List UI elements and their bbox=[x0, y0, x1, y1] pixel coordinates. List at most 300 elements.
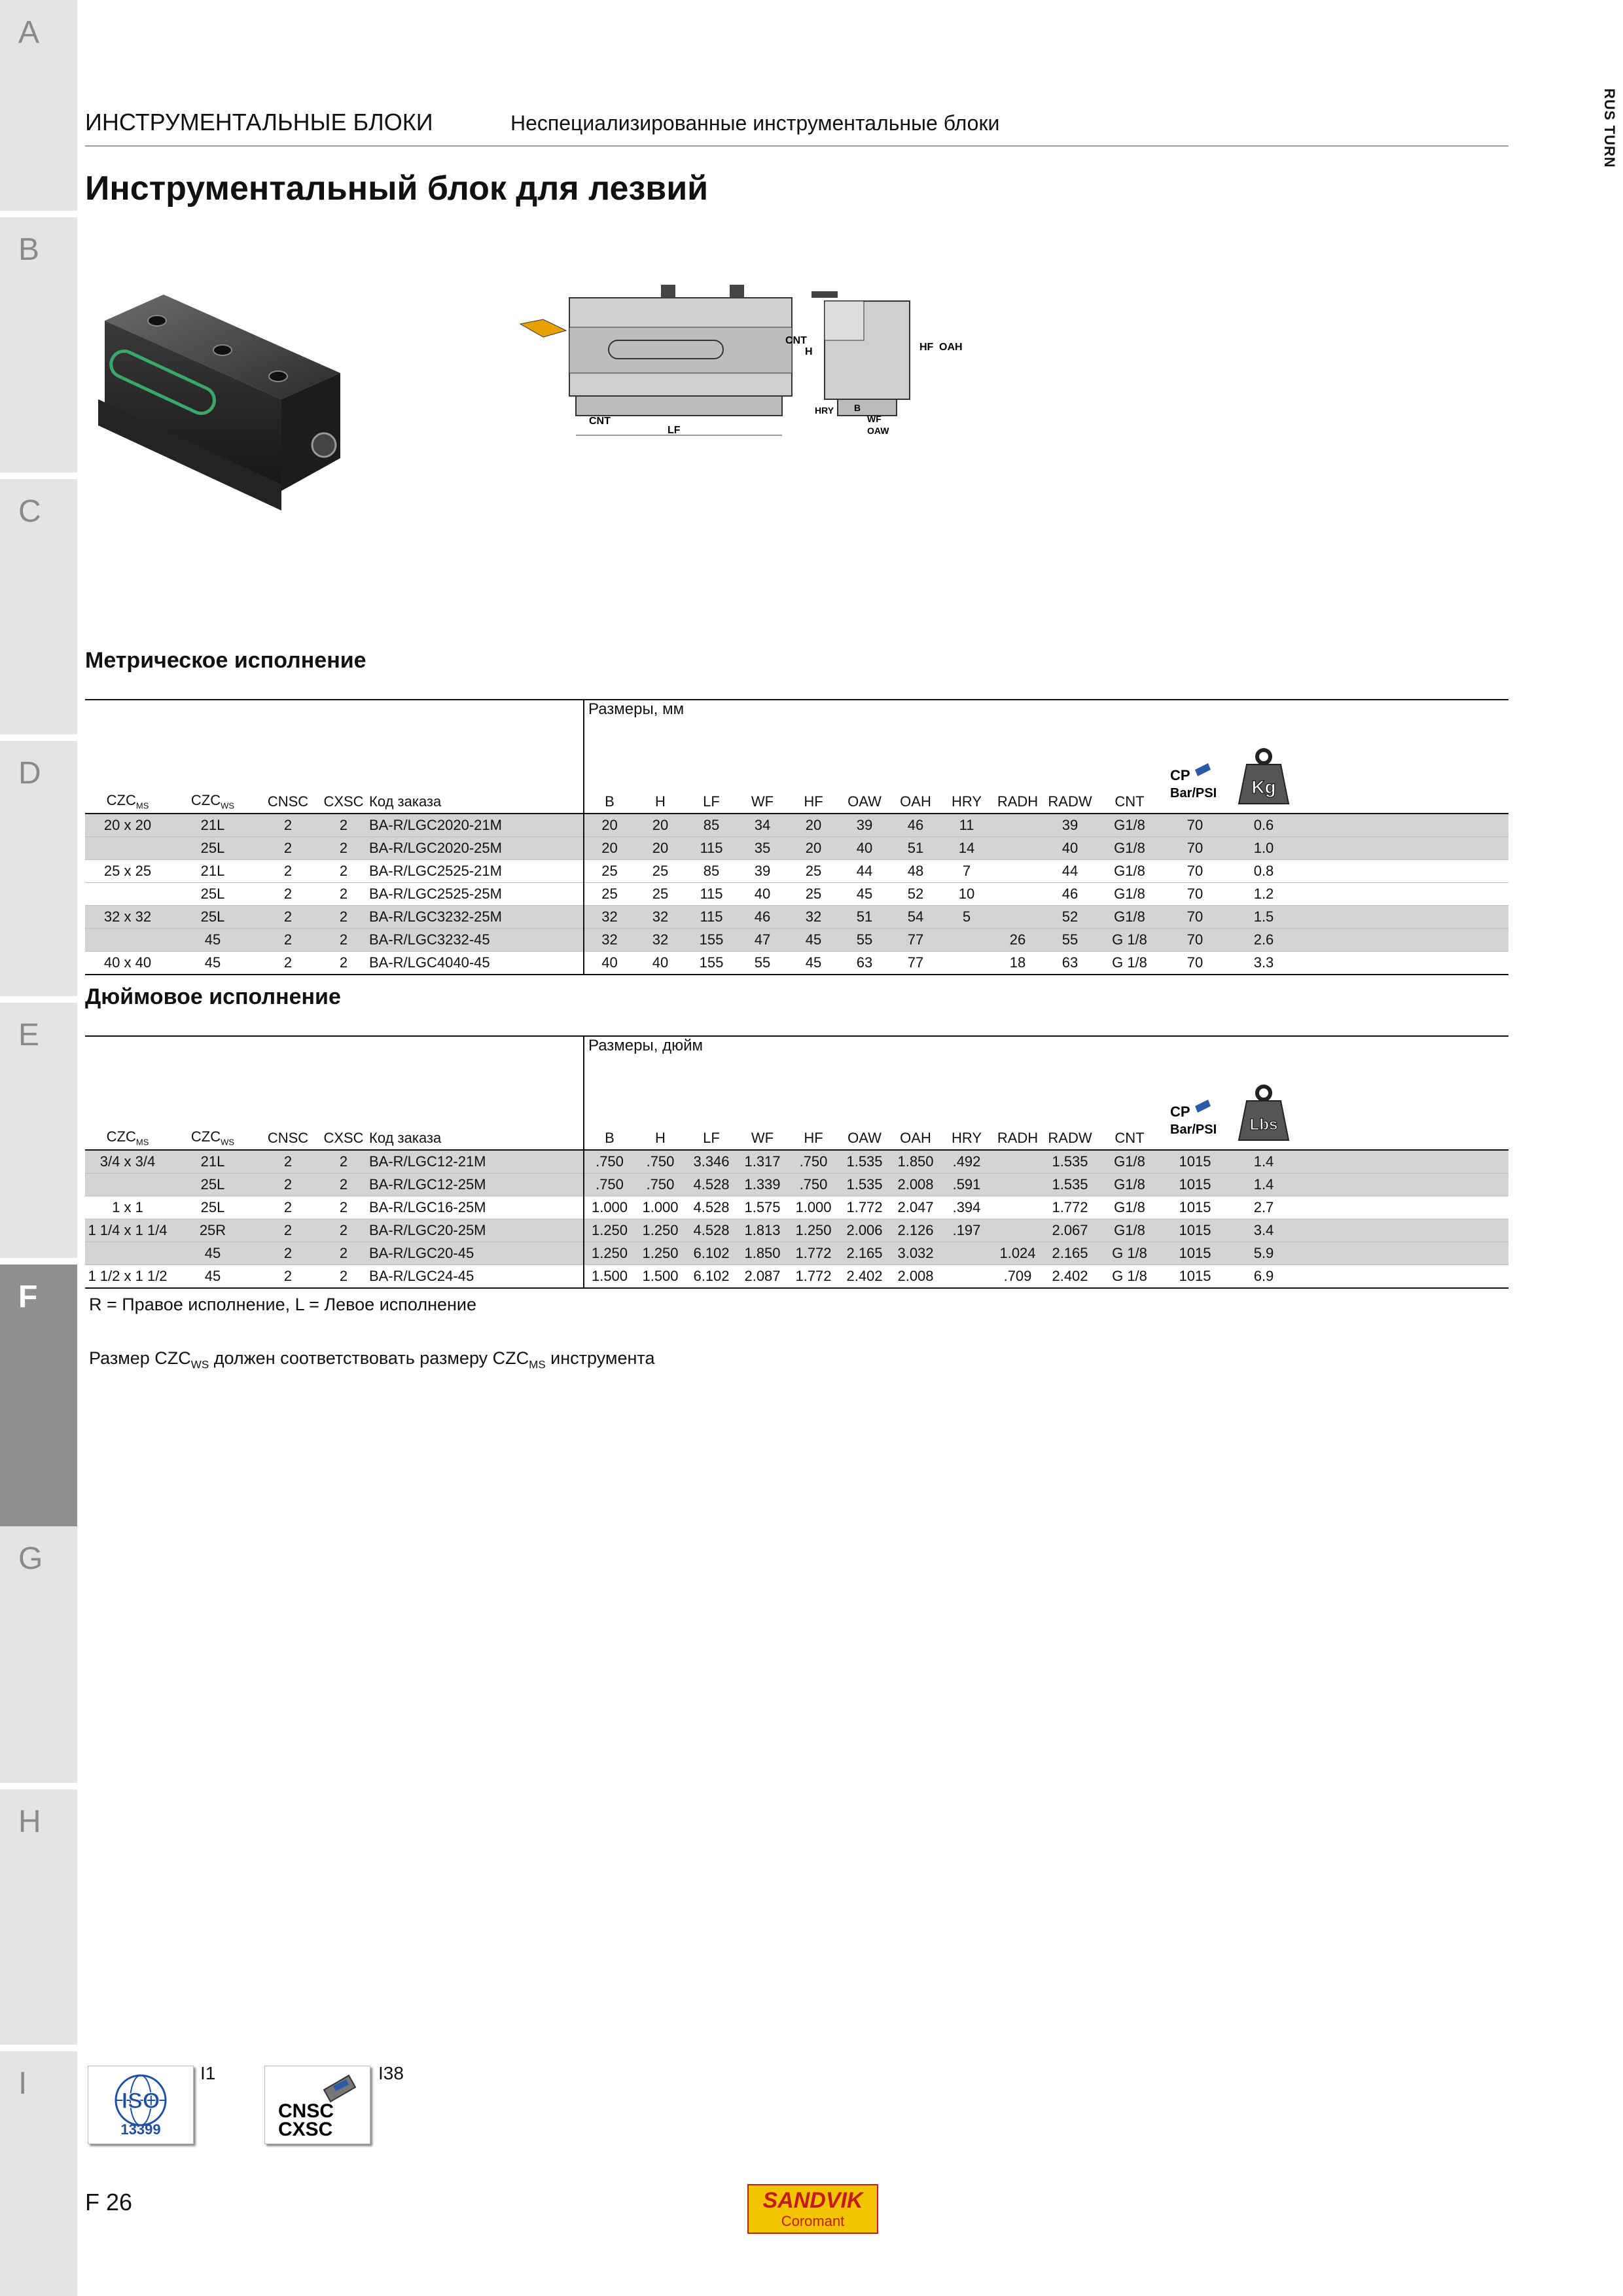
sidebar-tab-a[interactable] bbox=[0, 0, 77, 211]
col-radh: RADH bbox=[992, 738, 1043, 814]
tab-letter: D bbox=[18, 756, 41, 791]
col-order-code: Код заказа bbox=[366, 1075, 584, 1150]
table-cell: 70 bbox=[1162, 952, 1228, 975]
table-cell: 25 bbox=[635, 860, 686, 883]
col-czc-ws: $CZC_{WS}$ bbox=[170, 738, 255, 814]
table-cell bbox=[992, 1174, 1043, 1196]
table-cell: BA-R/LGC4040-45 bbox=[366, 952, 584, 975]
table-cell: 1.535 bbox=[839, 1174, 890, 1196]
table-cell: 47 bbox=[737, 929, 788, 952]
tab-letter: C bbox=[18, 494, 41, 529]
table-cell: 20 x 20 bbox=[85, 814, 170, 837]
table-cell: BA-R/LGC2020-21M bbox=[366, 814, 584, 837]
col-oaw: OAW bbox=[839, 1075, 890, 1150]
table-cell: 2.006 bbox=[839, 1219, 890, 1242]
sidebar-tab-g[interactable] bbox=[0, 1526, 77, 1783]
table-cell bbox=[941, 1242, 992, 1265]
table-cell: 4.528 bbox=[686, 1174, 737, 1196]
table-cell bbox=[941, 929, 992, 952]
table-cell: 18 bbox=[992, 952, 1043, 975]
table-cell: 40 bbox=[1043, 837, 1097, 860]
table-cell: 70 bbox=[1162, 860, 1228, 883]
col-wf: WF bbox=[737, 1075, 788, 1150]
table-cell: 1015 bbox=[1162, 1242, 1228, 1265]
table-cell: 70 bbox=[1162, 906, 1228, 929]
table-cell: 25R bbox=[170, 1219, 255, 1242]
table-row bbox=[85, 883, 1508, 906]
table-cell: 32 bbox=[635, 906, 686, 929]
table-cell: 1.000 bbox=[788, 1196, 839, 1219]
table-cell: 1.772 bbox=[839, 1196, 890, 1219]
table-cell: .394 bbox=[941, 1196, 992, 1219]
table-cell: 3.3 bbox=[1228, 952, 1300, 975]
table-cell: .750 bbox=[788, 1150, 839, 1174]
sidebar-tab-i[interactable] bbox=[0, 2051, 77, 2296]
table-cell bbox=[992, 814, 1043, 837]
table-cell: 25L bbox=[170, 883, 255, 906]
table-cell bbox=[85, 1174, 170, 1196]
table-cell: 54 bbox=[890, 906, 941, 929]
sidebar-tab-e[interactable] bbox=[0, 1003, 77, 1258]
table-cell: 3/4 x 3/4 bbox=[85, 1150, 170, 1174]
svg-text:Bar/PSI: Bar/PSI bbox=[1170, 1122, 1217, 1137]
table-cell: 48 bbox=[890, 860, 941, 883]
table-cell: 77 bbox=[890, 929, 941, 952]
table-cell: G 1/8 bbox=[1097, 929, 1162, 952]
sandvik-logo: SANDVIK Coromant bbox=[747, 2184, 878, 2234]
table-cell: 1015 bbox=[1162, 1219, 1228, 1242]
tab-letter: E bbox=[18, 1018, 40, 1052]
table-cell: 1.024 bbox=[992, 1242, 1043, 1265]
tab-letter: A bbox=[18, 15, 40, 50]
table-cell: 2 bbox=[321, 860, 366, 883]
col-hf: HF bbox=[788, 738, 839, 814]
table-cell: 52 bbox=[890, 883, 941, 906]
cnsc-page-ref[interactable]: I38 bbox=[378, 2063, 404, 2083]
table-cell: 52 bbox=[1043, 906, 1097, 929]
table-cell: 1.339 bbox=[737, 1174, 788, 1196]
col-oah: OAH bbox=[890, 738, 941, 814]
table-cell: 4.528 bbox=[686, 1196, 737, 1219]
table-cell: BA-R/LGC3232-45 bbox=[366, 929, 584, 952]
table-top-row bbox=[85, 1036, 1508, 1075]
table-row bbox=[85, 952, 1508, 975]
table-cell: 39 bbox=[1043, 814, 1097, 837]
table-cell: 2 bbox=[255, 1242, 321, 1265]
col-oaw: OAW bbox=[839, 738, 890, 814]
technical-drawing bbox=[510, 275, 1008, 445]
table-cell: 2.7 bbox=[1228, 1196, 1300, 1219]
col-czc-ms: $CZC_{MS}$ bbox=[85, 1075, 170, 1150]
col-cxsc: CXSC bbox=[321, 1075, 366, 1150]
table-cell: 39 bbox=[839, 814, 890, 837]
table-cell: .750 bbox=[584, 1174, 635, 1196]
label-lf: LF bbox=[668, 425, 681, 436]
table-cell: BA-R/LGC16-25M bbox=[366, 1196, 584, 1219]
table-cell: 39 bbox=[737, 860, 788, 883]
table-cell: BA-R/LGC12-21M bbox=[366, 1150, 584, 1174]
table-cell: 45 bbox=[788, 952, 839, 975]
sidebar-tab-b[interactable] bbox=[0, 217, 77, 473]
table-cell: 1.500 bbox=[635, 1265, 686, 1289]
table-cell bbox=[85, 1242, 170, 1265]
table-cell: 20 bbox=[584, 814, 635, 837]
table-cell: 2 bbox=[321, 952, 366, 975]
table-row bbox=[85, 814, 1508, 837]
table-cell: G1/8 bbox=[1097, 814, 1162, 837]
sidebar bbox=[0, 0, 77, 2296]
table-cell: 115 bbox=[686, 837, 737, 860]
table-cell: 1 1/4 x 1 1/4 bbox=[85, 1219, 170, 1242]
svg-text:Bar/PSI: Bar/PSI bbox=[1170, 786, 1217, 800]
table-cell: 2.008 bbox=[890, 1265, 941, 1289]
sidebar-tab-f[interactable] bbox=[0, 1265, 77, 1526]
sizes-label: Размеры, мм bbox=[584, 700, 1508, 738]
table-cell: 2.126 bbox=[890, 1219, 941, 1242]
table-cell: 14 bbox=[941, 837, 992, 860]
table-cell: 34 bbox=[737, 814, 788, 837]
table-cell: 1.500 bbox=[584, 1265, 635, 1289]
table-cell: 1.000 bbox=[635, 1196, 686, 1219]
table-cell: 0.6 bbox=[1228, 814, 1300, 837]
table-header bbox=[85, 738, 1508, 814]
table-cell: 25 x 25 bbox=[85, 860, 170, 883]
table-cell: 4.528 bbox=[686, 1219, 737, 1242]
table-cell: 115 bbox=[686, 883, 737, 906]
table-cell: 25 bbox=[584, 860, 635, 883]
table-cell: 115 bbox=[686, 906, 737, 929]
table-cell: .591 bbox=[941, 1174, 992, 1196]
table-cell: 1.000 bbox=[584, 1196, 635, 1219]
table-cell: 20 bbox=[788, 814, 839, 837]
table-cell: BA-R/LGC2020-25M bbox=[366, 837, 584, 860]
svg-text:CXSC: CXSC bbox=[278, 2119, 333, 2140]
table-cell: 1015 bbox=[1162, 1174, 1228, 1196]
table-cell: .197 bbox=[941, 1219, 992, 1242]
table-cell: 2.402 bbox=[839, 1265, 890, 1289]
inch-title: Дюймовое исполнение bbox=[85, 984, 341, 1009]
tool-block-photo bbox=[92, 295, 366, 517]
metric-table bbox=[85, 699, 1508, 975]
table-cell: 2 bbox=[255, 929, 321, 952]
table-cell: 2 bbox=[321, 883, 366, 906]
table-cell: 2 bbox=[321, 1150, 366, 1174]
table-cell bbox=[992, 837, 1043, 860]
table-cell: 26 bbox=[992, 929, 1043, 952]
table-cell: 2 bbox=[321, 814, 366, 837]
table-cell: .492 bbox=[941, 1150, 992, 1174]
table-cell: .750 bbox=[584, 1150, 635, 1174]
col-weight bbox=[1228, 1075, 1300, 1150]
weight-lbs-icon bbox=[1238, 1084, 1290, 1143]
table-cell: 32 bbox=[584, 906, 635, 929]
table-cell: 2 bbox=[321, 929, 366, 952]
table-cell: 1.772 bbox=[788, 1242, 839, 1265]
table-cell: 2 bbox=[321, 1219, 366, 1242]
label-cnt-top: CNT bbox=[785, 335, 807, 346]
metric-title: Метрическое исполнение bbox=[85, 648, 366, 673]
table-cell: 3.346 bbox=[686, 1150, 737, 1174]
table-cell: 1015 bbox=[1162, 1150, 1228, 1174]
table-cell: 2 bbox=[321, 906, 366, 929]
table-cell: 51 bbox=[890, 837, 941, 860]
table-cell: BA-R/LGC20-25M bbox=[366, 1219, 584, 1242]
table-cell: G 1/8 bbox=[1097, 952, 1162, 975]
col-cxsc: CXSC bbox=[321, 738, 366, 814]
col-czc-ms: $CZC_{MS}$ bbox=[85, 738, 170, 814]
coolant-pressure-icon bbox=[1169, 1097, 1221, 1143]
col-hf: HF bbox=[788, 1075, 839, 1150]
col-order-code: Код заказа bbox=[366, 738, 584, 814]
table-cell: 25L bbox=[170, 906, 255, 929]
table-cell: 0.8 bbox=[1228, 860, 1300, 883]
col-lf: LF bbox=[686, 1075, 737, 1150]
label-b: B bbox=[854, 403, 861, 413]
table-cell: 1.850 bbox=[890, 1150, 941, 1174]
table-cell: 32 bbox=[584, 929, 635, 952]
page-title: Инструментальный блок для лезвий bbox=[85, 170, 709, 207]
svg-text:Lbs: Lbs bbox=[1249, 1116, 1278, 1134]
table-cell: .709 bbox=[992, 1265, 1043, 1289]
table-cell: 1.317 bbox=[737, 1150, 788, 1174]
table-cell bbox=[85, 837, 170, 860]
table-cell: 1.535 bbox=[1043, 1174, 1097, 1196]
table-cell: 2 bbox=[321, 1265, 366, 1289]
table-cell: 55 bbox=[737, 952, 788, 975]
col-hry: HRY bbox=[941, 1075, 992, 1150]
table-cell: 2.165 bbox=[1043, 1242, 1097, 1265]
table-row bbox=[85, 1196, 1508, 1219]
table-cell: 1.0 bbox=[1228, 837, 1300, 860]
table-cell: 1 x 1 bbox=[85, 1196, 170, 1219]
table-cell: 32 bbox=[635, 929, 686, 952]
table-cell: 45 bbox=[170, 952, 255, 975]
table-row bbox=[85, 1150, 1508, 1174]
table-cell: 2 bbox=[255, 906, 321, 929]
table-cell: 40 bbox=[839, 837, 890, 860]
table-cell: 2 bbox=[321, 1174, 366, 1196]
svg-text:Kg: Kg bbox=[1251, 777, 1276, 797]
table-cell: 40 bbox=[635, 952, 686, 975]
table-top-row bbox=[85, 700, 1508, 738]
inch-table bbox=[85, 1035, 1508, 1289]
table-row bbox=[85, 929, 1508, 952]
table-cell: 45 bbox=[839, 883, 890, 906]
table-cell: G1/8 bbox=[1097, 1150, 1162, 1174]
hand-note: R = Правое исполнение, L = Левое исполнение bbox=[89, 1295, 477, 1314]
table-cell: 1 1/2 x 1 1/2 bbox=[85, 1265, 170, 1289]
col-hry: HRY bbox=[941, 738, 992, 814]
table-row bbox=[85, 1265, 1508, 1289]
table-cell: 2.165 bbox=[839, 1242, 890, 1265]
table-cell: G1/8 bbox=[1097, 1196, 1162, 1219]
table-cell: 46 bbox=[737, 906, 788, 929]
table-row bbox=[85, 1174, 1508, 1196]
table-cell: 2 bbox=[255, 860, 321, 883]
table-cell: 1.4 bbox=[1228, 1174, 1300, 1196]
table-cell bbox=[992, 1196, 1043, 1219]
table-cell: 46 bbox=[1043, 883, 1097, 906]
tab-letter: G bbox=[18, 1541, 43, 1576]
cnsc-cxsc-icon[interactable] bbox=[264, 2066, 370, 2144]
tab-letter: I bbox=[18, 2066, 27, 2101]
table-cell: 6.102 bbox=[686, 1265, 737, 1289]
table-cell: 1.4 bbox=[1228, 1150, 1300, 1174]
table-cell bbox=[992, 1219, 1043, 1242]
table-cell bbox=[85, 929, 170, 952]
table-cell: 46 bbox=[890, 814, 941, 837]
table-cell: 2 bbox=[321, 1242, 366, 1265]
table-cell: 1.772 bbox=[1043, 1196, 1097, 1219]
svg-text:CNSC: CNSC bbox=[278, 2100, 334, 2122]
table-cell: 5.9 bbox=[1228, 1242, 1300, 1265]
iso-13399-icon[interactable] bbox=[88, 2066, 194, 2144]
table-cell bbox=[941, 1265, 992, 1289]
col-b: B bbox=[584, 738, 635, 814]
table-cell: 20 bbox=[635, 814, 686, 837]
svg-text:CP: CP bbox=[1170, 1103, 1190, 1120]
table-cell: 10 bbox=[941, 883, 992, 906]
table-cell: 2 bbox=[255, 1196, 321, 1219]
table-cell: 2 bbox=[321, 1196, 366, 1219]
col-b: B bbox=[584, 1075, 635, 1150]
table-cell: 77 bbox=[890, 952, 941, 975]
table-cell: 1.813 bbox=[737, 1219, 788, 1242]
table-cell: 1.535 bbox=[1043, 1150, 1097, 1174]
table-cell: 25 bbox=[635, 883, 686, 906]
sidebar-tab-d[interactable] bbox=[0, 741, 77, 996]
table-cell: 2.6 bbox=[1228, 929, 1300, 952]
table-cell: 2 bbox=[255, 1219, 321, 1242]
table-row bbox=[85, 860, 1508, 883]
table-cell: G 1/8 bbox=[1097, 1242, 1162, 1265]
sidebar-tab-h[interactable] bbox=[0, 1789, 77, 2045]
table-cell: 1.5 bbox=[1228, 906, 1300, 929]
label-hf: HF bbox=[919, 342, 934, 353]
table-cell: 1.250 bbox=[635, 1242, 686, 1265]
table-cell: 20 bbox=[635, 837, 686, 860]
table-cell: 32 bbox=[788, 906, 839, 929]
table-cell bbox=[992, 860, 1043, 883]
sidebar-tab-c[interactable] bbox=[0, 479, 77, 734]
table-cell: 6.102 bbox=[686, 1242, 737, 1265]
table-cell: G 1/8 bbox=[1097, 1265, 1162, 1289]
table-cell: 2 bbox=[255, 814, 321, 837]
table-cell: 25L bbox=[170, 1174, 255, 1196]
table-cell: BA-R/LGC3232-25M bbox=[366, 906, 584, 929]
tab-letter: B bbox=[18, 232, 40, 267]
table-cell: 45 bbox=[170, 1265, 255, 1289]
table-cell: BA-R/LGC20-45 bbox=[366, 1242, 584, 1265]
table-cell: 45 bbox=[788, 929, 839, 952]
label-oah: OAH bbox=[939, 342, 963, 353]
col-h: H bbox=[635, 738, 686, 814]
table-cell: 35 bbox=[737, 837, 788, 860]
table-cell: G1/8 bbox=[1097, 837, 1162, 860]
table-cell: 20 bbox=[788, 837, 839, 860]
table-cell: 25L bbox=[170, 837, 255, 860]
table-cell: 7 bbox=[941, 860, 992, 883]
table-cell: 3.4 bbox=[1228, 1219, 1300, 1242]
table-cell bbox=[992, 883, 1043, 906]
table-cell: G1/8 bbox=[1097, 860, 1162, 883]
section-title: ИНСТРУМЕНТАЛЬНЫЕ БЛОКИ bbox=[85, 109, 433, 135]
iso-page-ref[interactable]: I1 bbox=[200, 2063, 216, 2083]
table-cell: G1/8 bbox=[1097, 1174, 1162, 1196]
col-oah: OAH bbox=[890, 1075, 941, 1150]
table-cell: 6.9 bbox=[1228, 1265, 1300, 1289]
table-cell: 2 bbox=[255, 1150, 321, 1174]
table-cell: 70 bbox=[1162, 929, 1228, 952]
table-cell: 2 bbox=[255, 883, 321, 906]
table-cell: 20 bbox=[584, 837, 635, 860]
label-cnt-bottom: CNT bbox=[589, 416, 611, 427]
table-cell: 2 bbox=[255, 1265, 321, 1289]
table-cell: 1.575 bbox=[737, 1196, 788, 1219]
weight-kg-icon bbox=[1238, 747, 1290, 806]
page-header bbox=[85, 109, 1508, 147]
size-note: Размер $CZC_{WS}$ должен соответствовать размеру $CZC_{MS}$ инструмента bbox=[89, 1348, 655, 1371]
table-cell: 40 bbox=[737, 883, 788, 906]
table-cell: 2 bbox=[255, 952, 321, 975]
table-cell: 1015 bbox=[1162, 1196, 1228, 1219]
table-cell: 1.772 bbox=[788, 1265, 839, 1289]
table-cell: 2.008 bbox=[890, 1174, 941, 1196]
table-cell bbox=[941, 952, 992, 975]
table-cell: 70 bbox=[1162, 814, 1228, 837]
table-cell: 155 bbox=[686, 929, 737, 952]
col-cnsc: CNSC bbox=[255, 738, 321, 814]
table-row bbox=[85, 837, 1508, 860]
table-cell: 1.250 bbox=[635, 1219, 686, 1242]
svg-text:CP: CP bbox=[1170, 767, 1190, 783]
col-lf: LF bbox=[686, 738, 737, 814]
table-cell: 1.250 bbox=[584, 1219, 635, 1242]
table-cell: 21L bbox=[170, 860, 255, 883]
label-hry: HRY bbox=[815, 405, 834, 416]
svg-text:13399: 13399 bbox=[120, 2121, 161, 2138]
coolant-pressure-icon bbox=[1169, 761, 1221, 806]
table-cell: 45 bbox=[170, 929, 255, 952]
table-cell: 21L bbox=[170, 1150, 255, 1174]
table-cell: 1.250 bbox=[788, 1219, 839, 1242]
table-cell: 40 x 40 bbox=[85, 952, 170, 975]
table-cell: 25 bbox=[584, 883, 635, 906]
label-oaw: OAW bbox=[867, 425, 889, 436]
table-row bbox=[85, 1219, 1508, 1242]
col-coolant-pressure bbox=[1162, 738, 1228, 814]
table-cell: G1/8 bbox=[1097, 906, 1162, 929]
subsection-title: Неспециализированные инструментальные блоки bbox=[510, 111, 1000, 135]
table-row bbox=[85, 1242, 1508, 1265]
table-cell: 44 bbox=[839, 860, 890, 883]
table-cell bbox=[85, 883, 170, 906]
table-cell: 25 bbox=[788, 883, 839, 906]
table-cell: 25 bbox=[788, 860, 839, 883]
label-wf: WF bbox=[867, 414, 882, 424]
table-cell: 70 bbox=[1162, 883, 1228, 906]
table-cell: 25L bbox=[170, 1196, 255, 1219]
table-cell: 45 bbox=[170, 1242, 255, 1265]
col-coolant-pressure bbox=[1162, 1075, 1228, 1150]
label-h: H bbox=[805, 346, 813, 357]
table-cell: 1015 bbox=[1162, 1265, 1228, 1289]
table-cell: 2 bbox=[255, 1174, 321, 1196]
col-radw: RADW bbox=[1043, 1075, 1097, 1150]
page-number: F 26 bbox=[85, 2189, 133, 2215]
table-cell: 85 bbox=[686, 814, 737, 837]
table-cell: 2 bbox=[321, 837, 366, 860]
